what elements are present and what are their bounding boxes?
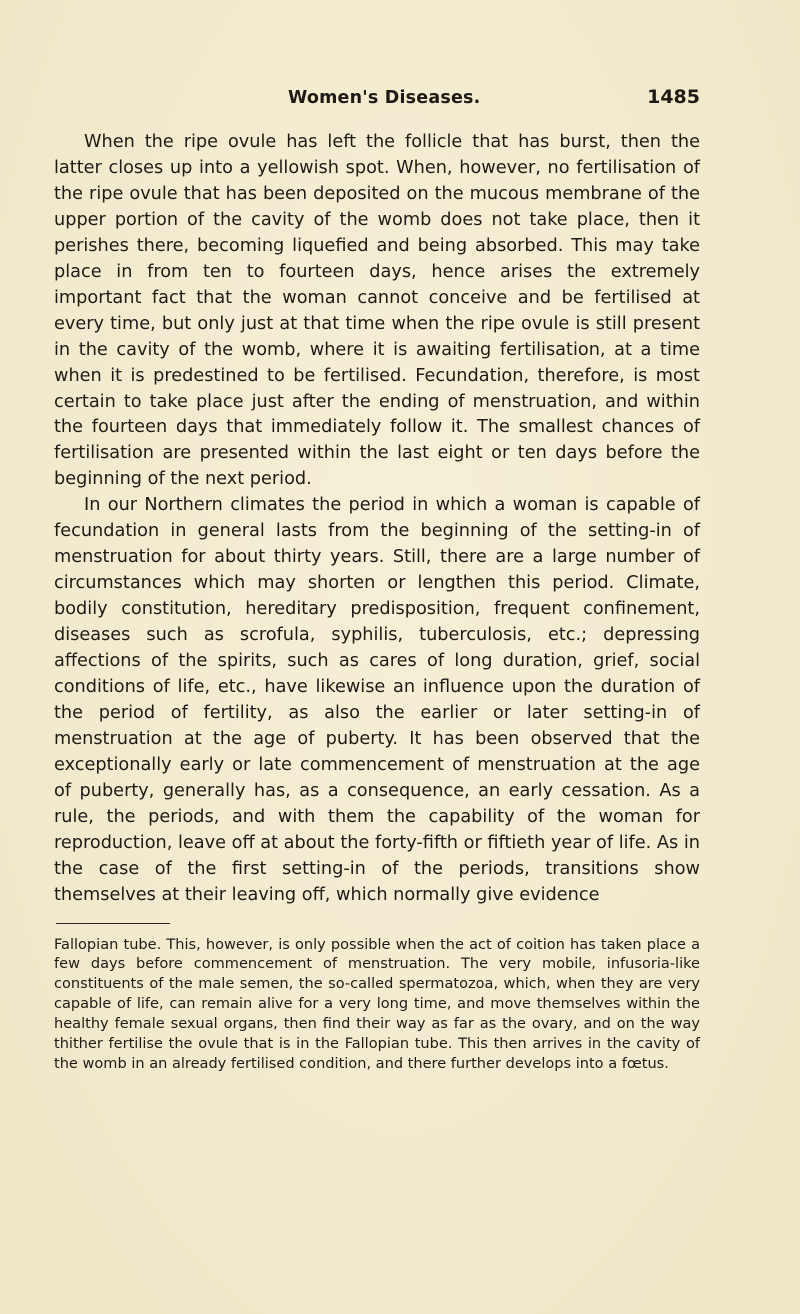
body-paragraph: When the ripe ovule has left the follicle that has burst, then the latter closes up into a yellowish spot. When, however, no fertilisation of the ripe ovule that has been deposited on the mucous membrane of the upper portion of the cavity of the womb does not take place, then it perishes there, becoming liquefied and being absorbed. This may take place in from ten to fourteen days, hence arises the extremely important fact that the woman cannot conceive and be fertilised at every time, but only just at that time when the ripe ovule is still present in the cavity of the womb, where it is awaiting fertilisation, at a time when it is predestined to be fertilised. Fecundation, therefore, is most certain to take place just after the ending of menstruation, and within the fourteen days that immediately follow it. The smallest chances of fertilisation are presented within the last eight or ten days before the beginning of the next period.	[54, 132, 700, 490]
body-text	[54, 130, 700, 909]
body-paragraph: In our Northern climates the period in which a woman is capable of fecundation in general lasts from the beginning of the setting-in of menstruation for about thirty years. Still, there are a large number of circumstances which may shorten or lengthen this period. Climate, bodily constitution, hereditary predisposition, frequent confinement, diseases such as scrofula, syphilis, tuberculosis, etc.; depressing affections of the spirits, such as cares of long duration, grief, social conditions of life, etc., have likewise an influence upon the duration of the period of fertility, as also the earlier or later setting-in of menstruation at the age of puberty. It has been observed that the exceptionally early or late commencement of menstruation at the age of puberty, generally has, as a consequence, an early cessation. As a rule, the periods, and with them the capability of the woman for reproduction, leave off at about the forty-fifth or fiftieth year of life. As in the case of the first setting-in of the periods, transitions show themselves at their leaving off, which normally give evidence	[54, 495, 700, 905]
footnote-divider	[56, 923, 170, 924]
page-number: 1485	[647, 86, 700, 108]
running-title: Women's Diseases.	[288, 88, 481, 108]
footnote: Fallopian tube. This, however, is only possible when the act of coition has taken place a few days before commencement of menstruation. The very mobile, infusoria-like constituents of the male semen, the so-called spermatozoa, which, when they are very capable of life, can remain alive for a very long time, and move themselves within the healthy female sexual organs, then find their way as far as the ovary, and on the way thither fertilise the ovule that is in the Fallopian tube. This then arrives in the cavity of the womb in an already fertilised condition, and there further develops into a fœtus.	[54, 935, 700, 1072]
running-head	[54, 84, 700, 130]
book-page	[54, 0, 700, 1314]
